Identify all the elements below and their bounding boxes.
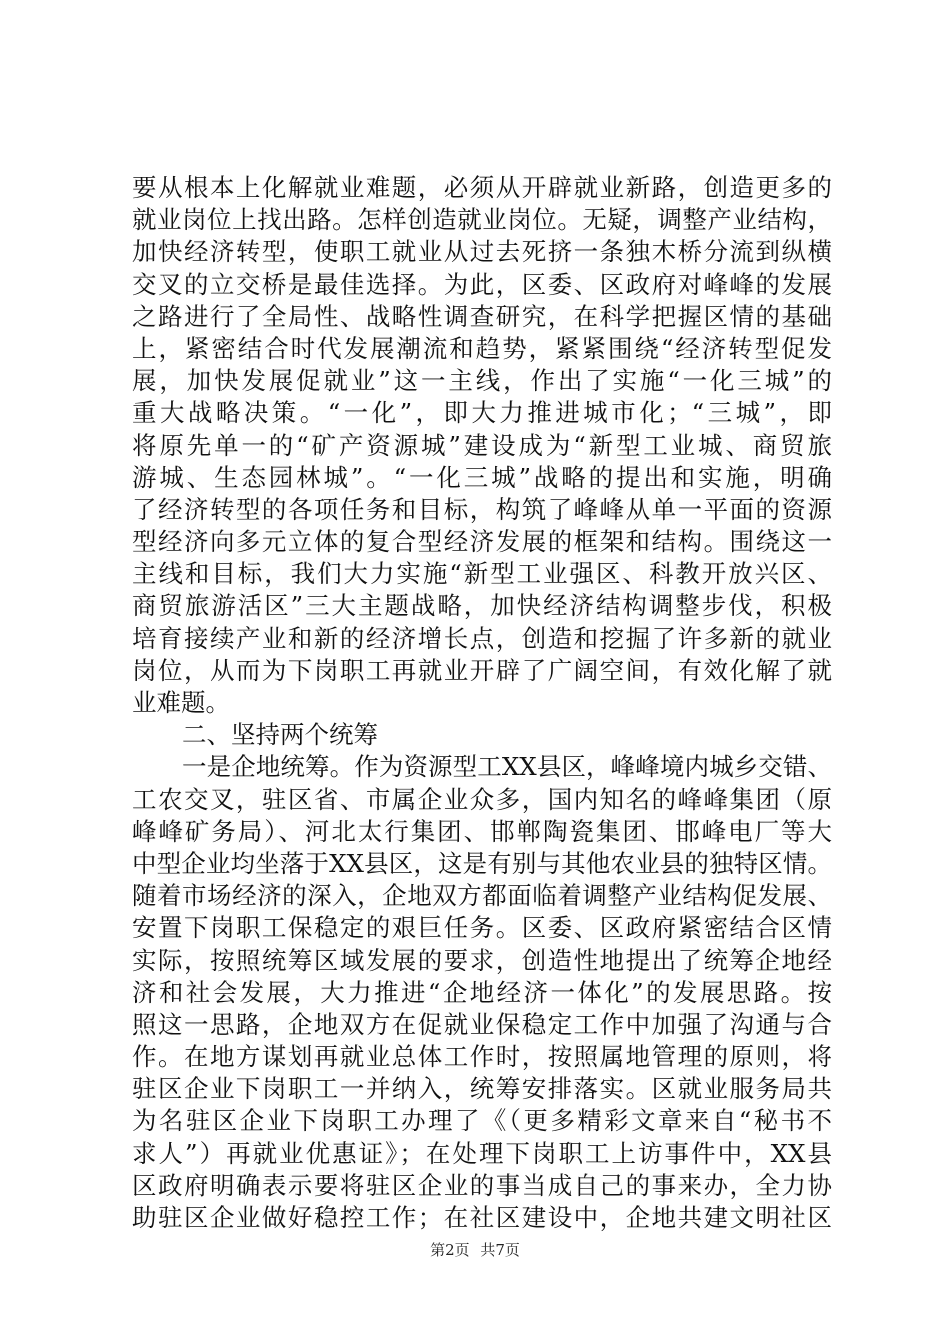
text-line: 商贸旅游活区”三大主题战略，加快经济结构调整步伐，积极 [132, 591, 832, 621]
text-line: 游城、生态园林城”。“一化三城”战略的提出和实施，明确 [132, 462, 832, 492]
page-footer [0, 1240, 950, 1260]
text-line: 岗位，从而为下岗职工再就业开辟了广阔空间，有效化解了就 [132, 655, 832, 685]
text-line: 安置下岗职工保稳定的艰巨任务。区委、区政府紧密结合区情 [132, 913, 832, 943]
text-line: 重大战略决策。“一化”，即大力推进城市化；“三城”，即 [132, 398, 832, 428]
page-total: 共7页 [480, 1241, 520, 1259]
text-line: 驻区企业下岗职工一并纳入，统筹安排落实。区就业服务局共 [132, 1074, 832, 1104]
text-line: 作。在地方谋划再就业总体工作时，按照属地管理的原则，将 [132, 1042, 832, 1072]
text-line: 随着市场经济的深入，企地双方都面临着调整产业结构促发展、 [132, 881, 832, 911]
text-line: 实际，按照统筹区域发展的要求，创造性地提出了统筹企地经 [132, 945, 832, 975]
text-line: 上，紧密结合时代发展潮流和趋势，紧紧围绕“经济转型促发 [132, 333, 832, 363]
text-line: 求人”）再就业优惠证》；在处理下岗职工上访事件中，XX县 [132, 1138, 832, 1168]
text-line: 一是企地统筹。作为资源型工XX县区，峰峰境内城乡交错、 [182, 752, 832, 782]
text-line: 业难题。 [132, 688, 230, 717]
text-line: 就业岗位上找出路。怎样创造就业岗位。无疑，调整产业结构， [132, 205, 832, 235]
text-line: 型经济向多元立体的复合型经济发展的框架和结构。围绕这一 [132, 527, 832, 557]
text-line: 助驻区企业做好稳控工作；在社区建设中，企地共建文明社区 [132, 1203, 832, 1232]
text-line: 为名驻区企业下岗职工办理了《（更多精彩文章来自“秘书不 [132, 1106, 832, 1136]
text-line: 要从根本上化解就业难题，必须从开辟就业新路，创造更多的 [132, 173, 832, 202]
text-line: 中型企业均坐落于XX县区，这是有别与其他农业县的独特区情。 [132, 848, 832, 878]
text-line: 峰峰矿务局）、河北太行集团、邯郸陶瓷集团、邯峰电厂等大 [132, 816, 832, 846]
text-line: 工农交叉，驻区省、市属企业众多，国内知名的峰峰集团（原 [132, 784, 832, 814]
body-text [132, 172, 832, 1234]
text-line: 培育接续产业和新的经济增长点，创造和挖掘了许多新的就业 [132, 623, 832, 653]
text-line: 之路进行了全局性、战略性调查研究，在科学把握区情的基础 [132, 301, 832, 331]
text-line: 交叉的立交桥是最佳选择。为此，区委、区政府对峰峰的发展 [132, 269, 832, 299]
text-line: 照这一思路，企地双方在促就业保稳定工作中加强了沟通与合 [132, 1009, 832, 1039]
section-heading: 二、坚持两个统筹 [182, 720, 378, 750]
text-line: 加快经济转型，使职工就业从过去死挤一条独木桥分流到纵横 [132, 237, 832, 267]
text-line: 济和社会发展，大力推进“企地经济一体化”的发展思路。按 [132, 977, 832, 1007]
text-line: 将原先单一的“矿产资源城”建设成为“新型工业城、商贸旅 [132, 430, 832, 460]
text-line: 了经济转型的各项任务和目标，构筑了峰峰从单一平面的资源 [132, 494, 832, 524]
text-line: 区政府明确表示要将驻区企业的事当成自己的事来办，全力协 [132, 1170, 832, 1200]
page-number: 第2页 [430, 1241, 470, 1259]
text-line: 主线和目标，我们大力实施“新型工业强区、科教开放兴区、 [132, 559, 832, 589]
text-line: 展，加快发展促就业”这一主线，作出了实施“一化三城”的 [132, 366, 832, 396]
